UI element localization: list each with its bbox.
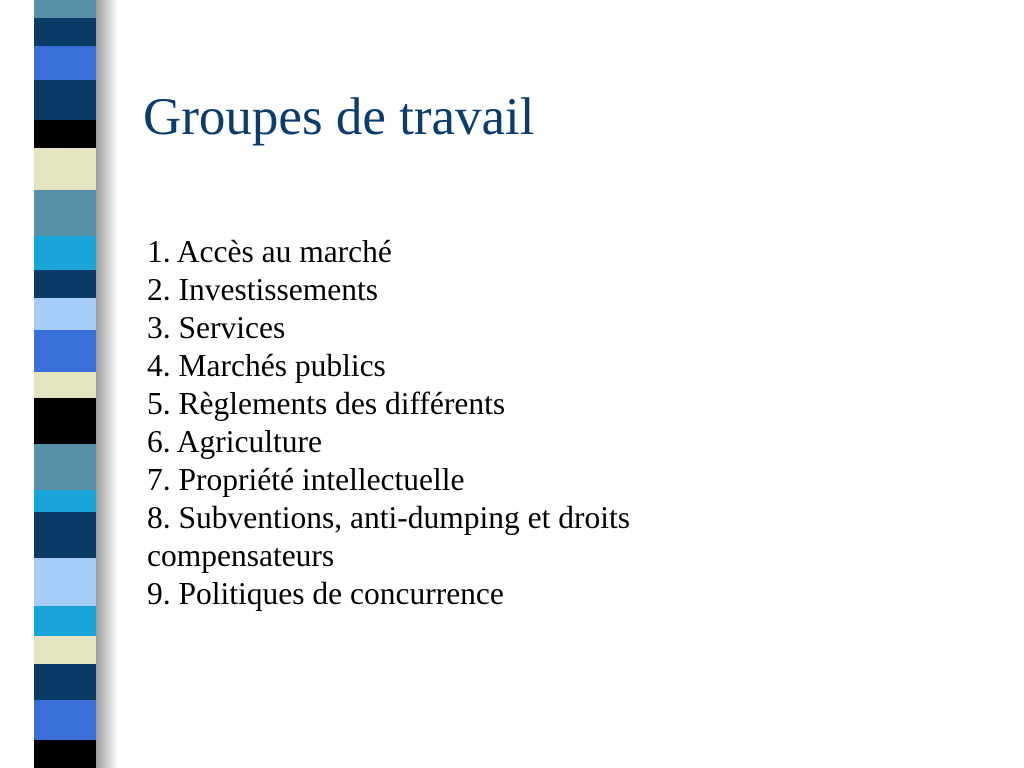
list-item: 5. Règlements des différents bbox=[147, 386, 506, 421]
stripe-band bbox=[34, 120, 96, 148]
list-item: 8. Subventions, anti-dumping et droits compensateurs bbox=[147, 500, 630, 573]
slide-title: Groupes de travail bbox=[143, 88, 535, 146]
stripe-band bbox=[34, 664, 96, 700]
stripe-band bbox=[34, 148, 96, 190]
list-item: 6. Agriculture bbox=[147, 424, 322, 459]
stripe-band bbox=[34, 558, 96, 606]
list-item: 3. Services bbox=[147, 310, 286, 345]
list-item: 4. Marchés publics bbox=[147, 348, 386, 383]
list-item: 2. Investissements bbox=[147, 272, 378, 307]
stripe-band bbox=[34, 190, 96, 236]
stripe-band bbox=[34, 490, 96, 512]
stripe-band bbox=[34, 46, 96, 80]
list-item: 7. Propriété intellectuelle bbox=[147, 462, 465, 497]
stripe-band bbox=[34, 236, 96, 270]
list-item: 1. Accès au marché bbox=[147, 234, 392, 269]
stripe-band bbox=[34, 398, 96, 444]
stripe-band bbox=[34, 512, 96, 558]
stripe-band bbox=[34, 330, 96, 372]
stripe-band bbox=[34, 700, 96, 740]
stripe-band bbox=[34, 18, 96, 46]
decorative-stripe bbox=[34, 0, 96, 768]
working-groups-list bbox=[147, 233, 787, 613]
stripe-band bbox=[34, 636, 96, 664]
stripe-band bbox=[34, 270, 96, 298]
stripe-band bbox=[34, 740, 96, 768]
stripe-band bbox=[34, 444, 96, 490]
stripe-band bbox=[34, 372, 96, 398]
stripe-shadow bbox=[96, 0, 118, 768]
list-item: 9. Politiques de concurrence bbox=[147, 576, 504, 611]
stripe-band bbox=[34, 80, 96, 120]
stripe-band bbox=[34, 606, 96, 636]
stripe-band bbox=[34, 0, 96, 18]
stripe-band bbox=[34, 298, 96, 330]
